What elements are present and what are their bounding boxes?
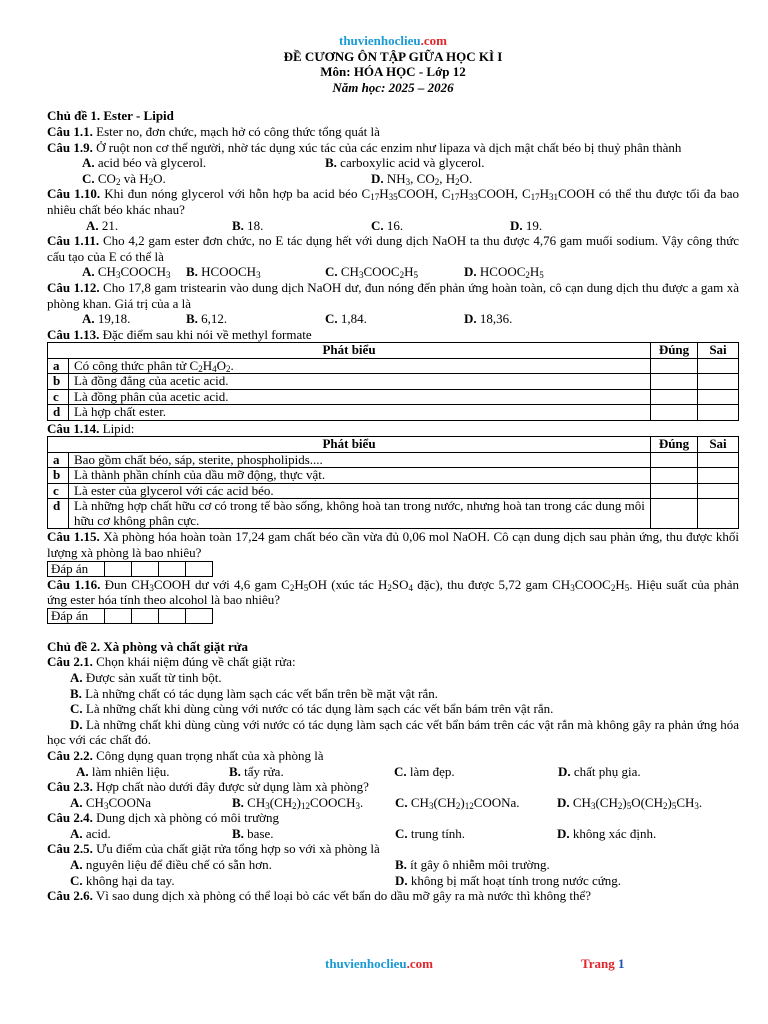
question-label: Câu 2.5. [47, 841, 93, 857]
question-text: Ưu điểm của chất giặt rửa tổng hợp so với xà phòng là [96, 841, 380, 857]
option-c[interactable]: C. 1,84. [325, 311, 367, 327]
footer-site[interactable]: thuvienhoclieu.com [325, 956, 433, 971]
question-1-11 [47, 233, 739, 264]
option-c[interactable]: C. 16. [371, 217, 404, 233]
option-b[interactable]: B. base. [232, 825, 274, 841]
options-1-10 [47, 218, 739, 234]
question-label: Câu 2.2. [47, 747, 93, 763]
options-2-3 [47, 795, 739, 811]
false-cell[interactable] [698, 452, 739, 468]
question-text: Lipid: [102, 420, 135, 436]
table-row: a Có công thức phân tử $C_2H_4O_2$. [48, 358, 739, 374]
topic-1-title: Chủ đề 1. Ester - Lipid [47, 108, 174, 124]
true-false-table-1-13 [47, 342, 739, 421]
option-a[interactable]: A. $CH_3COOCH_3$ [82, 264, 171, 281]
false-cell[interactable] [698, 358, 739, 374]
page-number: Trang 1 [581, 956, 625, 971]
question-text: Chọn khái niệm đúng về chất giặt rửa: [96, 654, 296, 670]
question-1-13 [47, 327, 739, 343]
question-text: Dung dịch xà phòng có môi trường [96, 810, 280, 826]
option-a[interactable]: A. $CH_3COONa$ [70, 794, 152, 811]
page-footer [0, 956, 768, 974]
question-1-14 [47, 421, 739, 437]
answer-grid-1-15 [47, 561, 213, 577]
options-2-5-row2 [47, 873, 739, 889]
answer-cell[interactable] [159, 608, 186, 623]
table-row: b Là đồng đẳng của acetic acid. [48, 374, 739, 390]
option-b[interactable]: B. Là những chất có tác dụng làm sạch các vết bẩn trên bề mặt vật rắn. [70, 685, 439, 701]
true-cell[interactable] [651, 389, 698, 405]
question-text: Đun $CH_3COOH$ dư với 4,6 gam $C_2H_5OH$ (xúc tác $H_2SO_4$ đặc), thu được 5,72 gam $CH_3COOC_2H_5$. Hiệu suất của phản ứng ester hóa tính theo alcohol là bao nhiêu? [47, 576, 740, 608]
question-2-3 [47, 779, 739, 795]
question-2-1 [47, 654, 739, 670]
question-2-4 [47, 810, 739, 826]
option-c[interactable]: C. không hại da tay. [70, 872, 175, 888]
table-row: d Là những hợp chất hữu cơ có trong tế bào sống, không hoà tan trong nước, nhưng hoà tan trong các dung môi hữu cơ không phân cực. [48, 499, 739, 529]
question-label: Câu 1.10. [47, 186, 101, 202]
col-true: Đúng [651, 437, 698, 453]
question-1-16 [47, 577, 739, 608]
option-b[interactable]: B. tẩy rửa. [229, 763, 284, 779]
topic-2-title: Chủ đề 2. Xà phòng và chất giặt rửa [47, 638, 249, 654]
table-row: c Là đồng phân của acetic acid. [48, 389, 739, 405]
true-false-table-1-14 [47, 436, 739, 529]
option-c[interactable]: C. $CH_3COOC_2H_5$ [325, 264, 418, 281]
question-1-15 [47, 529, 739, 560]
false-cell[interactable] [698, 405, 739, 421]
option-a[interactable]: A. làm nhiên liệu. [76, 763, 170, 779]
option-c[interactable]: C. Là những chất khi dùng cùng với nước có tác dụng làm sạch các vết bẩn bám trên vật rắn. [70, 701, 554, 717]
option-a[interactable]: A. 21. [86, 217, 119, 233]
false-cell[interactable] [698, 499, 739, 529]
question-2-6 [47, 888, 739, 904]
table-row: c Là ester của glycerol với các acid béo. [48, 483, 739, 499]
question-text: Công dụng quan trọng nhất của xà phòng là [96, 747, 324, 763]
option-b[interactable]: B. $HCOOCH_3$ [186, 264, 261, 281]
option-b[interactable]: B. 18. [232, 217, 264, 233]
col-true: Đúng [651, 343, 698, 359]
answer-cell[interactable] [159, 561, 186, 576]
true-cell[interactable] [651, 374, 698, 390]
question-1-9 [47, 140, 739, 156]
option-b[interactable]: B. carboxylic acid và glycerol. [325, 155, 485, 171]
true-cell[interactable] [651, 452, 698, 468]
site-brand [47, 33, 739, 49]
question-label: Câu 1.15. [47, 529, 100, 545]
question-text: Cho 17,8 gam tristearin vào dung dịch NaOH dư, đun nóng đến phản ứng hoàn toàn, cô cạn dung dịch thu được a gam xà phòng khan. Giá trị của a là [47, 279, 740, 311]
options-2-4 [47, 826, 739, 842]
option-d[interactable]: D. chất phụ gia. [558, 763, 641, 779]
doc-year: Năm học: 2025 – 2026 [332, 79, 454, 95]
table-row: b Là thành phần chính của dầu mỡ động, thực vật. [48, 468, 739, 484]
option-d[interactable]: D. $CH_3(CH_2)_5O(CH_2)_5CH_3$. [557, 794, 703, 811]
true-cell[interactable] [651, 405, 698, 421]
table-row: a Bao gồm chất béo, sáp, sterite, phospholipids.... [48, 452, 739, 468]
true-cell[interactable] [651, 468, 698, 484]
options-1-9-row2 [47, 171, 739, 187]
option-c[interactable]: C. $CO_2$ và $H_2O$. [82, 170, 166, 187]
question-label: Câu 2.6. [47, 888, 93, 904]
document-page [47, 33, 739, 904]
true-cell[interactable] [651, 483, 698, 499]
question-label: Câu 1.16. [47, 576, 101, 592]
true-cell[interactable] [651, 358, 698, 374]
option-c[interactable]: C. $CH_3(CH_2)_{12}COONa$. [395, 794, 520, 811]
site-name: thuvienhoclieu [339, 33, 421, 48]
option-c[interactable]: C. làm đẹp. [394, 763, 455, 779]
true-cell[interactable] [651, 499, 698, 529]
question-label: Câu 1.14. [47, 420, 100, 436]
answer-cell[interactable] [132, 608, 159, 623]
question-2-2 [47, 748, 739, 764]
options-1-9-row1 [47, 155, 739, 171]
answer-label: Đáp án [48, 561, 105, 576]
col-false: Sai [698, 437, 739, 453]
question-label: Câu 1.9. [47, 139, 93, 155]
question-label: Câu 1.13. [47, 326, 100, 342]
question-text: Hợp chất nào dưới đây được sử dụng làm xà phòng? [96, 779, 369, 795]
question-2-5 [47, 841, 739, 857]
question-label: Câu 1.12. [47, 279, 100, 295]
option-d[interactable]: D. 18,36. [464, 311, 513, 327]
question-text: Khi đun nóng glycerol với hỗn hợp ba acid béo $C_{17}H_{35}COOH$, $C_{17}H_{33}COOH$, $C_{17}H_{31}COOH$ có thể thu được tối đa bao nhiêu chất béo khác nhau? [47, 186, 739, 217]
options-1-11 [47, 264, 739, 280]
answer-cell[interactable] [105, 608, 132, 623]
question-1-10 [47, 186, 739, 217]
option-d[interactable]: D. $HCOOC_2H_5$ [464, 264, 544, 281]
answer-label: Đáp án [48, 608, 105, 623]
option-a[interactable]: A. Được sản xuất từ tinh bột. [70, 669, 222, 685]
question-text: Xà phòng hóa hoàn toàn 17,24 gam chất béo cần vừa đủ 0,06 mol NaOH. Cô cạn dung dịch sau phản ứng, thu được khối lượng xà phòng là bao nhiêu? [47, 529, 740, 560]
false-cell[interactable] [698, 468, 739, 484]
question-label: Câu 2.1. [47, 654, 93, 670]
question-text: Ở ruột non cơ thể người, nhờ tác dụng xúc tác của các enzim như lipaza và dịch mật chất béo bị thuỷ phân thành [96, 139, 682, 155]
question-label: Câu 1.1. [47, 123, 93, 139]
option-a[interactable]: A. acid béo và glycerol. [82, 155, 207, 171]
question-text: Cho 4,2 gam ester đơn chức, no E tác dụng hết với dung dịch NaOH ta thu được 4,76 gam muối sodium. Vậy công thức cấu tạo của E có thể là [47, 233, 740, 264]
question-label: Câu 1.11. [47, 233, 100, 249]
option-d[interactable]: D. không bị mất hoạt tính trong nước cứng. [395, 872, 622, 888]
option-d[interactable]: D. Là những chất khi dùng cùng với nước có tác dụng làm sạch các vết bẩn bám trên các vật rắn mà không gây ra phản ứng hóa học với các chất đó. [47, 716, 739, 748]
answer-cell[interactable] [186, 608, 213, 623]
question-text: Ester no, đơn chức, mạch hở có công thức tổng quát là [96, 123, 380, 139]
option-b[interactable]: B. 6,12. [186, 311, 228, 327]
doc-title: ĐỀ CƯƠNG ÔN TẬP GIỮA HỌC KÌ I [283, 48, 503, 64]
question-label: Câu 2.3. [47, 779, 93, 795]
site-tld: .com [420, 33, 447, 48]
question-1-12 [47, 280, 739, 311]
question-1-1 [47, 124, 739, 140]
answer-cell[interactable] [105, 561, 132, 576]
col-statement: Phát biểu [48, 437, 651, 453]
options-2-2 [47, 764, 739, 780]
options-1-12 [47, 311, 739, 327]
option-a[interactable]: A. 19,18. [82, 311, 131, 327]
option-d[interactable]: D. không xác định. [557, 825, 657, 841]
option-d[interactable]: D. $NH_3$, $CO_2$, $H_2O$. [371, 170, 473, 187]
doc-subject: Môn: HÓA HỌC - Lớp 12 [320, 64, 466, 80]
question-label: Câu 2.4. [47, 810, 93, 826]
option-a[interactable]: A. nguyên liệu để điều chế có sẵn hơn. [70, 857, 272, 873]
answer-cell[interactable] [132, 561, 159, 576]
table-row: d Là hợp chất ester. [48, 405, 739, 421]
option-b[interactable]: B. ít gây ô nhiễm môi trường. [395, 857, 550, 873]
options-2-5-row1 [47, 857, 739, 873]
false-cell[interactable] [698, 374, 739, 390]
option-d[interactable]: D. 19. [510, 217, 543, 233]
option-a[interactable]: A. acid. [70, 825, 111, 841]
answer-cell[interactable] [186, 561, 213, 576]
false-cell[interactable] [698, 483, 739, 499]
col-statement: Phát biểu [48, 343, 651, 359]
answer-grid-1-16 [47, 608, 213, 624]
question-text: Đặc điểm sau khi nói về methyl formate [102, 326, 312, 342]
option-b[interactable]: B. $CH_3(CH_2)_{12}COOCH_3$. [232, 794, 364, 811]
option-c[interactable]: C. trung tính. [395, 825, 466, 841]
question-text: Vì sao dung dịch xà phòng có thể loại bỏ các vết bẩn do dầu mỡ gây ra mà nước thì không thể? [95, 888, 592, 904]
col-false: Sai [698, 343, 739, 359]
false-cell[interactable] [698, 389, 739, 405]
